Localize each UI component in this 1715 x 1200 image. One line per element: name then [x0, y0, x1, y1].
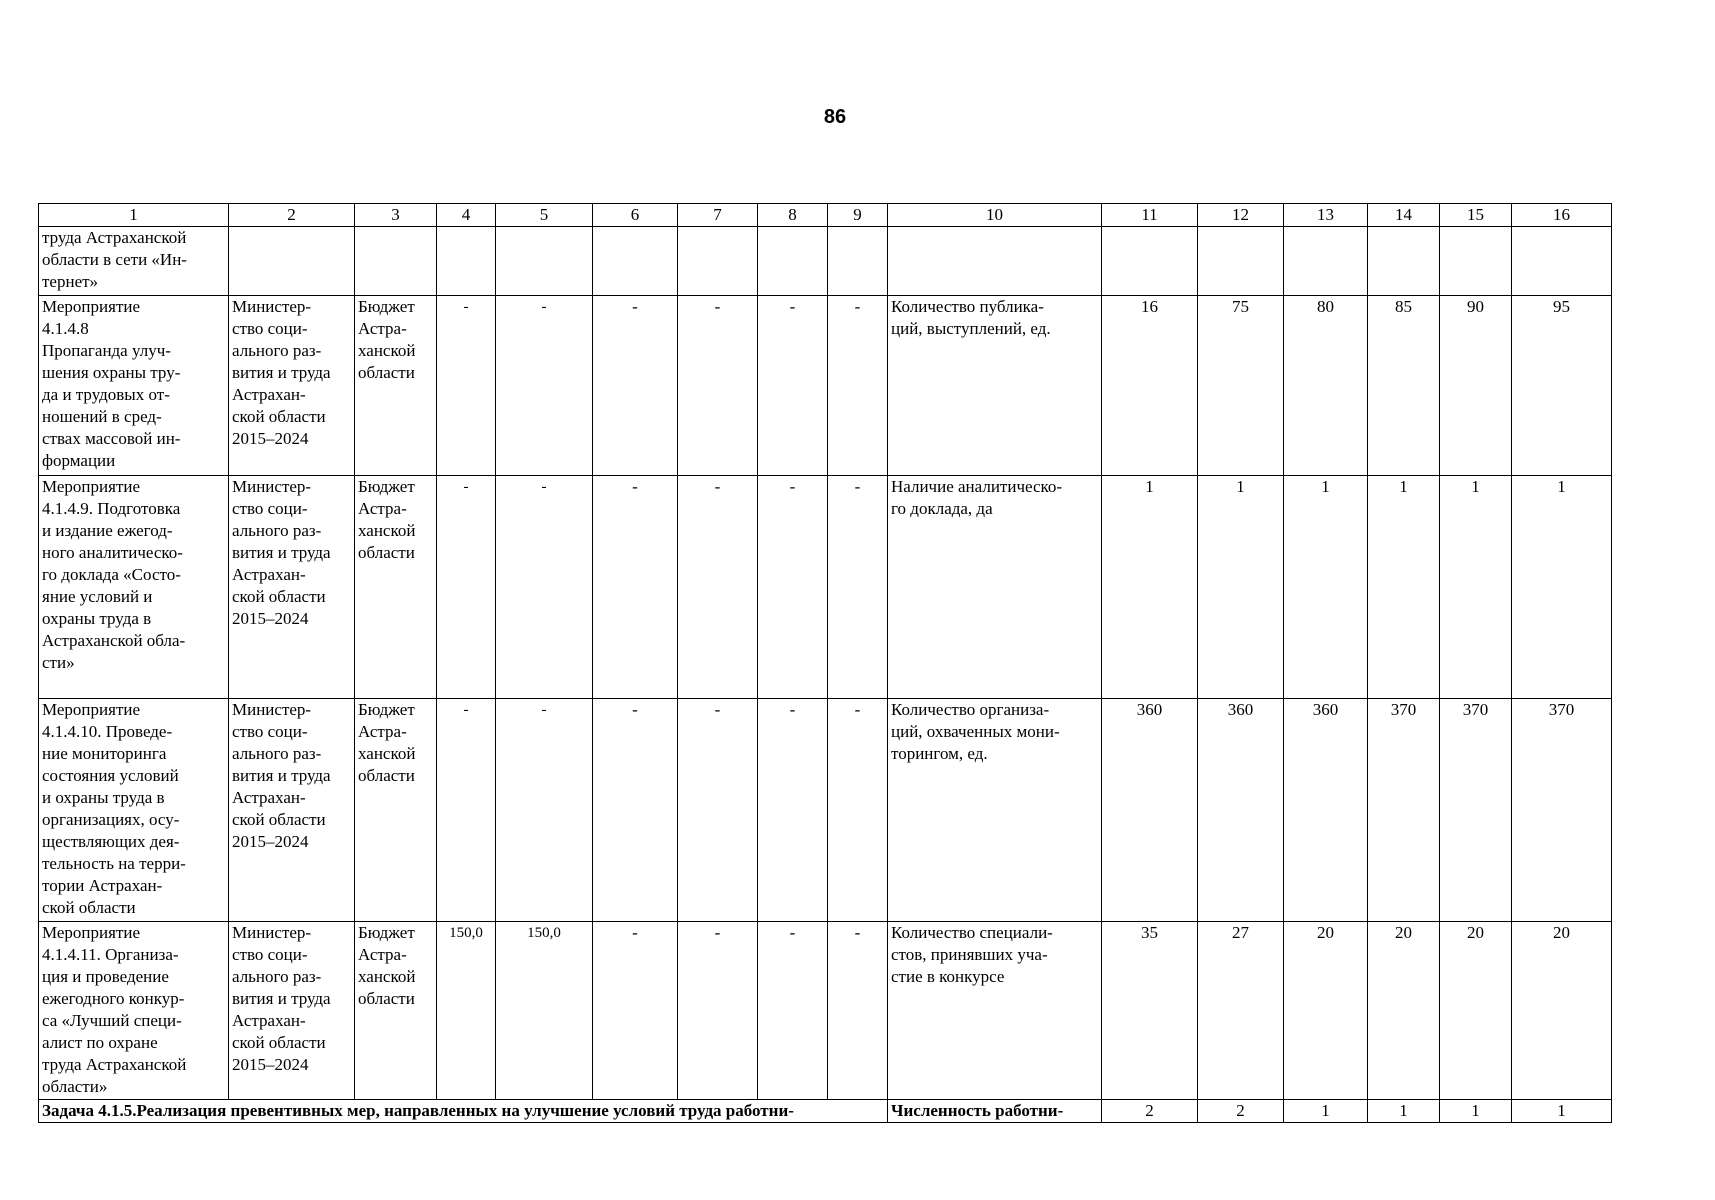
target-value-cell: 1	[1368, 1100, 1440, 1123]
source-cell: Бюджет Астра- ханской области	[355, 922, 437, 1100]
target-value-cell: 35	[1102, 922, 1198, 1100]
measure-cell: Мероприятие 4.1.4.8 Пропаганда улуч- шения охраны тру- да и трудовых от- ношений в сред- ствах массовой ин- формации	[39, 296, 229, 476]
value-cell: -	[437, 476, 496, 699]
value-cell	[678, 227, 758, 296]
indicator-cell: Количество публика- ций, выступлений, ед.	[888, 296, 1102, 476]
value-cell	[828, 227, 888, 296]
value-cell: -	[828, 699, 888, 922]
target-value-cell	[1102, 227, 1198, 296]
target-value-cell: 1	[1198, 476, 1284, 699]
indicator-cell: Количество организа- ций, охваченных мони- торингом, ед.	[888, 699, 1102, 922]
target-value-cell: 1	[1512, 1100, 1612, 1123]
target-value-cell: 1	[1102, 476, 1198, 699]
target-value-cell: 80	[1284, 296, 1368, 476]
column-number: 3	[355, 204, 437, 227]
task-cell: Задача 4.1.5.Реализация превентивных мер, направленных на улучшение условий труда работни-	[39, 1100, 888, 1123]
column-number: 14	[1368, 204, 1440, 227]
table-row	[39, 296, 1612, 476]
indicator-cell	[888, 227, 1102, 296]
indicator-cell: Количество специали- стов, принявших уча- стие в конкурсе	[888, 922, 1102, 1100]
target-value-cell: 1	[1368, 476, 1440, 699]
executor-cell: Министер- ство соци- ального раз- вития и труда Астрахан- ской области 2015–2024	[229, 476, 355, 699]
value-cell: -	[828, 476, 888, 699]
value-cell	[437, 227, 496, 296]
value-cell: -	[678, 296, 758, 476]
value-cell	[758, 227, 828, 296]
target-value-cell: 1	[1284, 476, 1368, 699]
target-value-cell: 360	[1198, 699, 1284, 922]
column-number: 12	[1198, 204, 1284, 227]
table-row	[39, 227, 1612, 296]
target-value-cell: 360	[1284, 699, 1368, 922]
indicator-cell: Наличие аналитическо- го доклада, да	[888, 476, 1102, 699]
target-value-cell: 1	[1440, 476, 1512, 699]
value-cell	[496, 227, 593, 296]
target-value-cell: 2	[1102, 1100, 1198, 1123]
target-value-cell: 20	[1284, 922, 1368, 1100]
value-cell: -	[828, 296, 888, 476]
value-cell: -	[496, 296, 593, 476]
target-value-cell	[1440, 227, 1512, 296]
value-cell: -	[678, 476, 758, 699]
value-cell: -	[678, 922, 758, 1100]
value-cell: -	[758, 922, 828, 1100]
target-value-cell: 20	[1440, 922, 1512, 1100]
value-cell: -	[593, 476, 678, 699]
value-cell: -	[437, 296, 496, 476]
value-cell: -	[758, 476, 828, 699]
task-row	[39, 1100, 1612, 1123]
value-cell	[593, 227, 678, 296]
executor-cell: Министер- ство соци- ального раз- вития и труда Астрахан- ской области 2015–2024	[229, 296, 355, 476]
target-value-cell	[1512, 227, 1612, 296]
value-cell: -	[678, 699, 758, 922]
value-cell: 150,0	[437, 922, 496, 1100]
program-table	[38, 203, 1612, 1123]
value-cell: -	[496, 699, 593, 922]
column-number: 10	[888, 204, 1102, 227]
source-cell: Бюджет Астра- ханской области	[355, 476, 437, 699]
column-number: 6	[593, 204, 678, 227]
column-number: 1	[39, 204, 229, 227]
target-value-cell	[1284, 227, 1368, 296]
target-value-cell: 75	[1198, 296, 1284, 476]
target-value-cell	[1198, 227, 1284, 296]
column-number: 2	[229, 204, 355, 227]
value-cell: -	[593, 699, 678, 922]
value-cell: -	[593, 922, 678, 1100]
value-cell: -	[593, 296, 678, 476]
target-value-cell: 1	[1512, 476, 1612, 699]
value-cell: -	[828, 922, 888, 1100]
target-value-cell: 16	[1102, 296, 1198, 476]
target-value-cell: 90	[1440, 296, 1512, 476]
target-value-cell: 370	[1440, 699, 1512, 922]
target-value-cell: 95	[1512, 296, 1612, 476]
value-cell: 150,0	[496, 922, 593, 1100]
value-cell: -	[496, 476, 593, 699]
target-value-cell: 20	[1368, 922, 1440, 1100]
column-number: 16	[1512, 204, 1612, 227]
indicator-cell: Численность работни-	[888, 1100, 1102, 1123]
target-value-cell: 1	[1284, 1100, 1368, 1123]
target-value-cell: 1	[1440, 1100, 1512, 1123]
source-cell: Бюджет Астра- ханской области	[355, 296, 437, 476]
column-number: 4	[437, 204, 496, 227]
page-number: 86	[823, 106, 847, 128]
measure-cell: Мероприятие 4.1.4.11. Организа- ция и проведение ежегодного конкур- са «Лучший специ- алист по охране труда Астраханской области»	[39, 922, 229, 1100]
column-number-row	[39, 204, 1612, 227]
table-row	[39, 922, 1612, 1100]
executor-cell	[229, 227, 355, 296]
column-number: 15	[1440, 204, 1512, 227]
measure-cell: Мероприятие 4.1.4.10. Проведе- ние мониторинга состояния условий и охраны труда в организациях, осу- ществляющих дея- тельность на терри- тории Астрахан- ской области	[39, 699, 229, 922]
source-cell	[355, 227, 437, 296]
executor-cell: Министер- ство соци- ального раз- вития и труда Астрахан- ской области 2015–2024	[229, 699, 355, 922]
column-number: 9	[828, 204, 888, 227]
column-number: 8	[758, 204, 828, 227]
target-value-cell: 370	[1368, 699, 1440, 922]
executor-cell: Министер- ство соци- ального раз- вития и труда Астрахан- ской области 2015–2024	[229, 922, 355, 1100]
target-value-cell: 360	[1102, 699, 1198, 922]
value-cell: -	[437, 699, 496, 922]
column-number: 11	[1102, 204, 1198, 227]
table-row	[39, 699, 1612, 922]
measure-cell: Мероприятие 4.1.4.9. Подготовка и издание ежегод- ного аналитическо- го доклада «Состо- яние условий и охраны труда в Астраханской обла- сти»	[39, 476, 229, 699]
target-value-cell: 370	[1512, 699, 1612, 922]
column-number: 5	[496, 204, 593, 227]
target-value-cell	[1368, 227, 1440, 296]
measure-cell: труда Астраханской области в сети «Ин- тернет»	[39, 227, 229, 296]
value-cell: -	[758, 296, 828, 476]
target-value-cell: 85	[1368, 296, 1440, 476]
table-row	[39, 476, 1612, 699]
source-cell: Бюджет Астра- ханской области	[355, 699, 437, 922]
column-number: 7	[678, 204, 758, 227]
value-cell: -	[758, 699, 828, 922]
target-value-cell: 20	[1512, 922, 1612, 1100]
column-number: 13	[1284, 204, 1368, 227]
target-value-cell: 27	[1198, 922, 1284, 1100]
target-value-cell: 2	[1198, 1100, 1284, 1123]
